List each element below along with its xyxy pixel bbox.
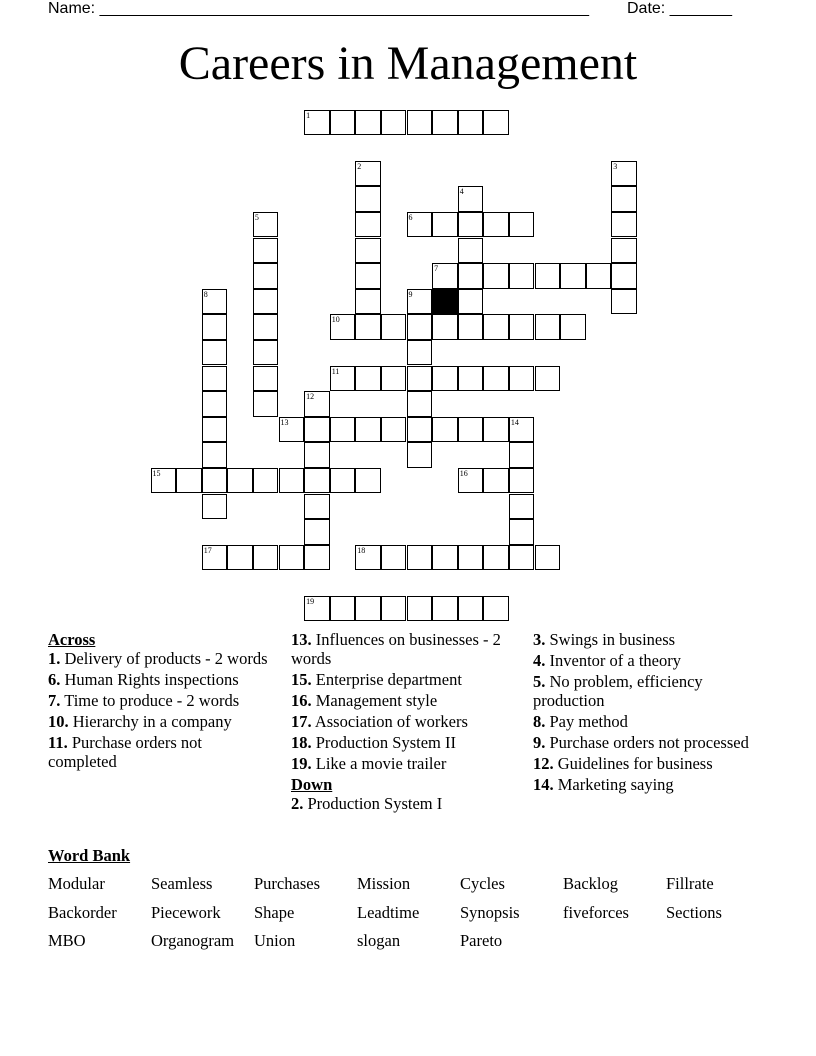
clue-number: 2 bbox=[357, 161, 362, 171]
grid-cell[interactable] bbox=[458, 110, 484, 136]
clue-text: Time to produce - 2 words bbox=[64, 691, 240, 710]
clue-number: 8 bbox=[203, 289, 208, 299]
down-clue bbox=[533, 775, 773, 794]
grid-cell[interactable] bbox=[509, 417, 535, 443]
clue-number: 6 bbox=[408, 212, 413, 222]
word-bank-item: Synopsis bbox=[460, 902, 520, 922]
across-clue bbox=[48, 712, 273, 731]
grid-cell[interactable] bbox=[407, 391, 433, 417]
grid-cell[interactable] bbox=[407, 366, 433, 392]
grid-cell[interactable] bbox=[483, 263, 509, 289]
clue-number: 2. bbox=[291, 794, 304, 813]
grid-cell[interactable] bbox=[509, 263, 535, 289]
grid-cell[interactable] bbox=[407, 596, 433, 622]
grid-cell[interactable] bbox=[432, 110, 458, 136]
grid-cell[interactable] bbox=[483, 468, 509, 494]
grid-cell[interactable] bbox=[330, 596, 356, 622]
grid-cell[interactable] bbox=[407, 340, 433, 366]
grid-cell[interactable] bbox=[355, 186, 381, 212]
word-bank-item: Union bbox=[254, 931, 296, 950]
grid-cell[interactable] bbox=[304, 545, 330, 571]
grid-cell[interactable] bbox=[432, 263, 458, 289]
grid-cell[interactable] bbox=[535, 314, 561, 340]
clue-number: 12. bbox=[533, 754, 554, 773]
grid-cell[interactable] bbox=[253, 545, 279, 571]
grid-cell[interactable] bbox=[432, 212, 458, 238]
grid-cell[interactable] bbox=[304, 417, 330, 443]
word-bank-item: Organogram bbox=[151, 931, 235, 950]
grid-cell[interactable] bbox=[355, 468, 381, 494]
grid-cell[interactable] bbox=[509, 212, 535, 238]
grid-cell[interactable] bbox=[227, 468, 253, 494]
clue-text: Production System I bbox=[307, 794, 443, 813]
clue-number: 9 bbox=[408, 289, 413, 299]
clue-number: 10 bbox=[331, 315, 340, 325]
grid-cell[interactable] bbox=[432, 366, 458, 392]
word-bank-item: Backorder bbox=[48, 902, 117, 922]
grid-cell[interactable] bbox=[407, 417, 433, 443]
grid-cell[interactable] bbox=[407, 289, 433, 315]
clue-number: 1 bbox=[306, 110, 311, 120]
clue-number: 3 bbox=[613, 161, 618, 171]
across-clue bbox=[291, 712, 516, 731]
grid-cell[interactable] bbox=[509, 519, 535, 545]
grid-cell[interactable] bbox=[432, 417, 458, 443]
grid-cell[interactable] bbox=[279, 417, 305, 443]
clue-number: 19 bbox=[306, 596, 315, 606]
grid-cell[interactable] bbox=[304, 110, 330, 136]
grid-cell[interactable] bbox=[407, 212, 433, 238]
clue-text: Production System II bbox=[315, 733, 456, 752]
grid-cell[interactable] bbox=[611, 263, 637, 289]
clue-number: 9. bbox=[533, 733, 546, 752]
clue-text: Like a movie trailer bbox=[315, 754, 447, 773]
grid-cell[interactable] bbox=[483, 110, 509, 136]
word-bank-item: fiveforces bbox=[563, 902, 629, 922]
grid-cell[interactable] bbox=[483, 212, 509, 238]
down-clue bbox=[533, 630, 773, 649]
word-bank-item: Pareto bbox=[460, 931, 503, 950]
grid-cell[interactable] bbox=[355, 366, 381, 392]
grid-cell[interactable] bbox=[253, 391, 279, 417]
clue-text: Management style bbox=[315, 691, 438, 710]
down-clue bbox=[291, 794, 516, 813]
across-clue bbox=[48, 649, 273, 668]
clue-number: 6. bbox=[48, 670, 61, 689]
clue-text: Marketing saying bbox=[557, 775, 674, 794]
grid-cell[interactable] bbox=[355, 161, 381, 187]
grid-cell[interactable] bbox=[279, 545, 305, 571]
across-clue bbox=[291, 754, 516, 773]
clue-number: 13. bbox=[291, 630, 312, 649]
grid-cell[interactable] bbox=[355, 314, 381, 340]
down-clue bbox=[533, 754, 773, 773]
clue-number: 4 bbox=[459, 187, 464, 197]
grid-cell[interactable] bbox=[202, 314, 228, 340]
across-clue bbox=[48, 733, 273, 771]
grid-cell[interactable] bbox=[611, 186, 637, 212]
grid-cell[interactable] bbox=[407, 545, 433, 571]
grid-cell[interactable] bbox=[611, 161, 637, 187]
clues-column-2 bbox=[291, 630, 516, 815]
across-clue bbox=[291, 630, 516, 668]
grid-cell[interactable] bbox=[381, 314, 407, 340]
grid-cell[interactable] bbox=[381, 596, 407, 622]
grid-cell[interactable] bbox=[509, 442, 535, 468]
across-clue bbox=[291, 733, 516, 752]
name-field[interactable]: Name: _______________________________________________________ bbox=[48, 0, 589, 17]
grid-cell[interactable] bbox=[586, 263, 612, 289]
grid-cell[interactable] bbox=[509, 545, 535, 571]
clue-text: Pay method bbox=[549, 712, 628, 731]
grid-cell[interactable] bbox=[355, 596, 381, 622]
word-bank-item: slogan bbox=[357, 931, 401, 950]
clue-number: 1. bbox=[48, 649, 61, 668]
grid-cell[interactable] bbox=[407, 110, 433, 136]
grid-cell[interactable] bbox=[355, 263, 381, 289]
across-heading: Across bbox=[48, 630, 96, 649]
grid-cell[interactable] bbox=[381, 545, 407, 571]
clue-number: 13 bbox=[280, 417, 289, 427]
clue-number: 18 bbox=[357, 545, 366, 555]
grid-cell[interactable] bbox=[560, 263, 586, 289]
grid-cell[interactable] bbox=[355, 417, 381, 443]
grid-cell[interactable] bbox=[330, 314, 356, 340]
clue-number: 11. bbox=[48, 733, 68, 752]
clue-number: 7 bbox=[434, 264, 439, 274]
grid-cell[interactable] bbox=[304, 519, 330, 545]
grid-cell[interactable] bbox=[381, 110, 407, 136]
clue-number: 5 bbox=[254, 212, 259, 222]
grid-cell[interactable] bbox=[355, 238, 381, 264]
grid-cell[interactable] bbox=[202, 340, 228, 366]
clue-number: 18. bbox=[291, 733, 312, 752]
grid-cell[interactable] bbox=[304, 442, 330, 468]
clue-text: Human Rights inspections bbox=[64, 670, 239, 689]
grid-cell[interactable] bbox=[330, 468, 356, 494]
clue-text: Swings in business bbox=[549, 630, 676, 649]
word-bank-item: Sections bbox=[666, 902, 722, 922]
clue-number: 17 bbox=[203, 545, 212, 555]
grid-cell[interactable] bbox=[381, 417, 407, 443]
clue-number: 4. bbox=[533, 651, 546, 670]
clue-text: Enterprise department bbox=[315, 670, 462, 689]
grid-cell[interactable] bbox=[458, 468, 484, 494]
clue-number: 5. bbox=[533, 672, 546, 691]
clue-number: 3. bbox=[533, 630, 546, 649]
word-bank-item: Seamless bbox=[151, 874, 213, 893]
grid-cell[interactable] bbox=[279, 468, 305, 494]
clue-text: No problem, efficiency production bbox=[533, 672, 703, 710]
grid-cell[interactable] bbox=[458, 263, 484, 289]
grid-cell[interactable] bbox=[458, 212, 484, 238]
down-clue bbox=[533, 733, 773, 752]
grid-cell[interactable] bbox=[560, 314, 586, 340]
clue-text: Delivery of products - 2 words bbox=[64, 649, 268, 668]
grid-cell[interactable] bbox=[253, 238, 279, 264]
grid-cell[interactable] bbox=[176, 468, 202, 494]
grid-cell[interactable] bbox=[304, 391, 330, 417]
clue-number: 12 bbox=[306, 392, 315, 402]
clue-text: Guidelines for business bbox=[557, 754, 713, 773]
clue-text: Hierarchy in a company bbox=[72, 712, 232, 731]
word-bank-item: Leadtime bbox=[357, 902, 420, 922]
grid-cell[interactable] bbox=[509, 494, 535, 520]
clue-text: Association of workers bbox=[314, 712, 468, 731]
grid-cell[interactable] bbox=[535, 366, 561, 392]
grid-cell[interactable] bbox=[253, 340, 279, 366]
grid-cell[interactable] bbox=[202, 494, 228, 520]
grid-cell[interactable] bbox=[355, 110, 381, 136]
grid-cell[interactable] bbox=[611, 212, 637, 238]
word-bank-title: Word Bank bbox=[48, 846, 131, 865]
grid-cell[interactable] bbox=[355, 545, 381, 571]
across-clue bbox=[48, 670, 273, 689]
grid-cell[interactable] bbox=[483, 417, 509, 443]
grid-cell[interactable] bbox=[458, 289, 484, 315]
grid-cell[interactable] bbox=[432, 545, 458, 571]
grid-cell[interactable] bbox=[611, 238, 637, 264]
grid-cell[interactable] bbox=[253, 314, 279, 340]
grid-cell[interactable] bbox=[304, 468, 330, 494]
grid-cell[interactable] bbox=[202, 442, 228, 468]
down-heading: Down bbox=[291, 775, 333, 794]
word-bank-item: Shape bbox=[254, 902, 295, 922]
clue-text: Purchase orders not completed bbox=[48, 733, 202, 771]
clue-number: 14. bbox=[533, 775, 554, 794]
grid-cell[interactable] bbox=[509, 366, 535, 392]
grid-cell[interactable] bbox=[432, 596, 458, 622]
clue-number: 7. bbox=[48, 691, 61, 710]
clues-column-3 bbox=[533, 630, 773, 796]
grid-cell[interactable] bbox=[458, 545, 484, 571]
grid-cell[interactable] bbox=[432, 314, 458, 340]
grid-cell[interactable] bbox=[330, 110, 356, 136]
clues-column-1 bbox=[48, 630, 273, 773]
word-bank-item: Piecework bbox=[151, 902, 221, 922]
grid-cell[interactable] bbox=[535, 545, 561, 571]
clue-number: 15 bbox=[152, 468, 161, 478]
grid-cell[interactable] bbox=[535, 263, 561, 289]
grid-cell[interactable] bbox=[355, 212, 381, 238]
grid-cell[interactable] bbox=[304, 494, 330, 520]
word-bank-item: MBO bbox=[48, 931, 86, 950]
grid-cell[interactable] bbox=[151, 468, 177, 494]
grid-cell[interactable] bbox=[253, 366, 279, 392]
grid-cell[interactable] bbox=[330, 417, 356, 443]
down-clue bbox=[533, 651, 773, 670]
grid-cell[interactable] bbox=[253, 263, 279, 289]
across-clue bbox=[291, 670, 516, 689]
grid-cell[interactable] bbox=[355, 289, 381, 315]
clue-text: Inventor of a theory bbox=[549, 651, 681, 670]
date-field[interactable]: Date: _______ bbox=[627, 0, 732, 17]
grid-cell[interactable] bbox=[483, 314, 509, 340]
grid-cell[interactable] bbox=[381, 366, 407, 392]
clue-text: Influences on businesses - 2 words bbox=[291, 630, 501, 668]
grid-cell[interactable] bbox=[202, 417, 228, 443]
page-title: Careers in Management bbox=[178, 37, 638, 90]
clue-number: 17. bbox=[291, 712, 312, 731]
clue-number: 11 bbox=[331, 366, 340, 376]
grid-cell[interactable] bbox=[483, 545, 509, 571]
grid-cell[interactable] bbox=[458, 314, 484, 340]
grid-cell[interactable] bbox=[509, 314, 535, 340]
black-cell bbox=[432, 289, 458, 315]
grid-cell[interactable] bbox=[483, 596, 509, 622]
grid-cell[interactable] bbox=[202, 545, 228, 571]
grid-cell[interactable] bbox=[227, 545, 253, 571]
clue-number: 8. bbox=[533, 712, 546, 731]
grid-cell[interactable] bbox=[330, 366, 356, 392]
grid-cell[interactable] bbox=[253, 468, 279, 494]
grid-cell[interactable] bbox=[253, 212, 279, 238]
grid-cell[interactable] bbox=[458, 596, 484, 622]
word-bank-item: Cycles bbox=[460, 874, 505, 893]
word-bank-item: Purchases bbox=[254, 874, 320, 893]
across-clue bbox=[291, 691, 516, 710]
down-clue bbox=[533, 672, 773, 710]
grid-cell[interactable] bbox=[458, 366, 484, 392]
grid-cell[interactable] bbox=[611, 289, 637, 315]
grid-cell[interactable] bbox=[483, 366, 509, 392]
grid-cell[interactable] bbox=[407, 442, 433, 468]
grid-cell[interactable] bbox=[253, 289, 279, 315]
grid-cell[interactable] bbox=[458, 417, 484, 443]
across-clue bbox=[48, 691, 273, 710]
word-bank-item: Modular bbox=[48, 874, 105, 893]
clue-number: 19. bbox=[291, 754, 312, 773]
grid-cell[interactable] bbox=[509, 468, 535, 494]
grid-cell[interactable] bbox=[202, 391, 228, 417]
grid-cell[interactable] bbox=[458, 186, 484, 212]
down-clue bbox=[533, 712, 773, 731]
clue-number: 16. bbox=[291, 691, 312, 710]
grid-cell[interactable] bbox=[202, 468, 228, 494]
clue-number: 10. bbox=[48, 712, 69, 731]
word-bank-item: Backlog bbox=[563, 874, 618, 893]
grid-cell[interactable] bbox=[458, 238, 484, 264]
grid-cell[interactable] bbox=[304, 596, 330, 622]
clue-number: 16 bbox=[459, 468, 468, 478]
clue-number: 15. bbox=[291, 670, 312, 689]
grid-cell[interactable] bbox=[407, 314, 433, 340]
word-bank-item: Mission bbox=[357, 874, 411, 893]
grid-cell[interactable] bbox=[202, 366, 228, 392]
clue-number: 14 bbox=[510, 417, 519, 427]
word-bank-item: Fillrate bbox=[666, 874, 714, 893]
clue-text: Purchase orders not processed bbox=[549, 733, 749, 752]
grid-cell[interactable] bbox=[202, 289, 228, 315]
